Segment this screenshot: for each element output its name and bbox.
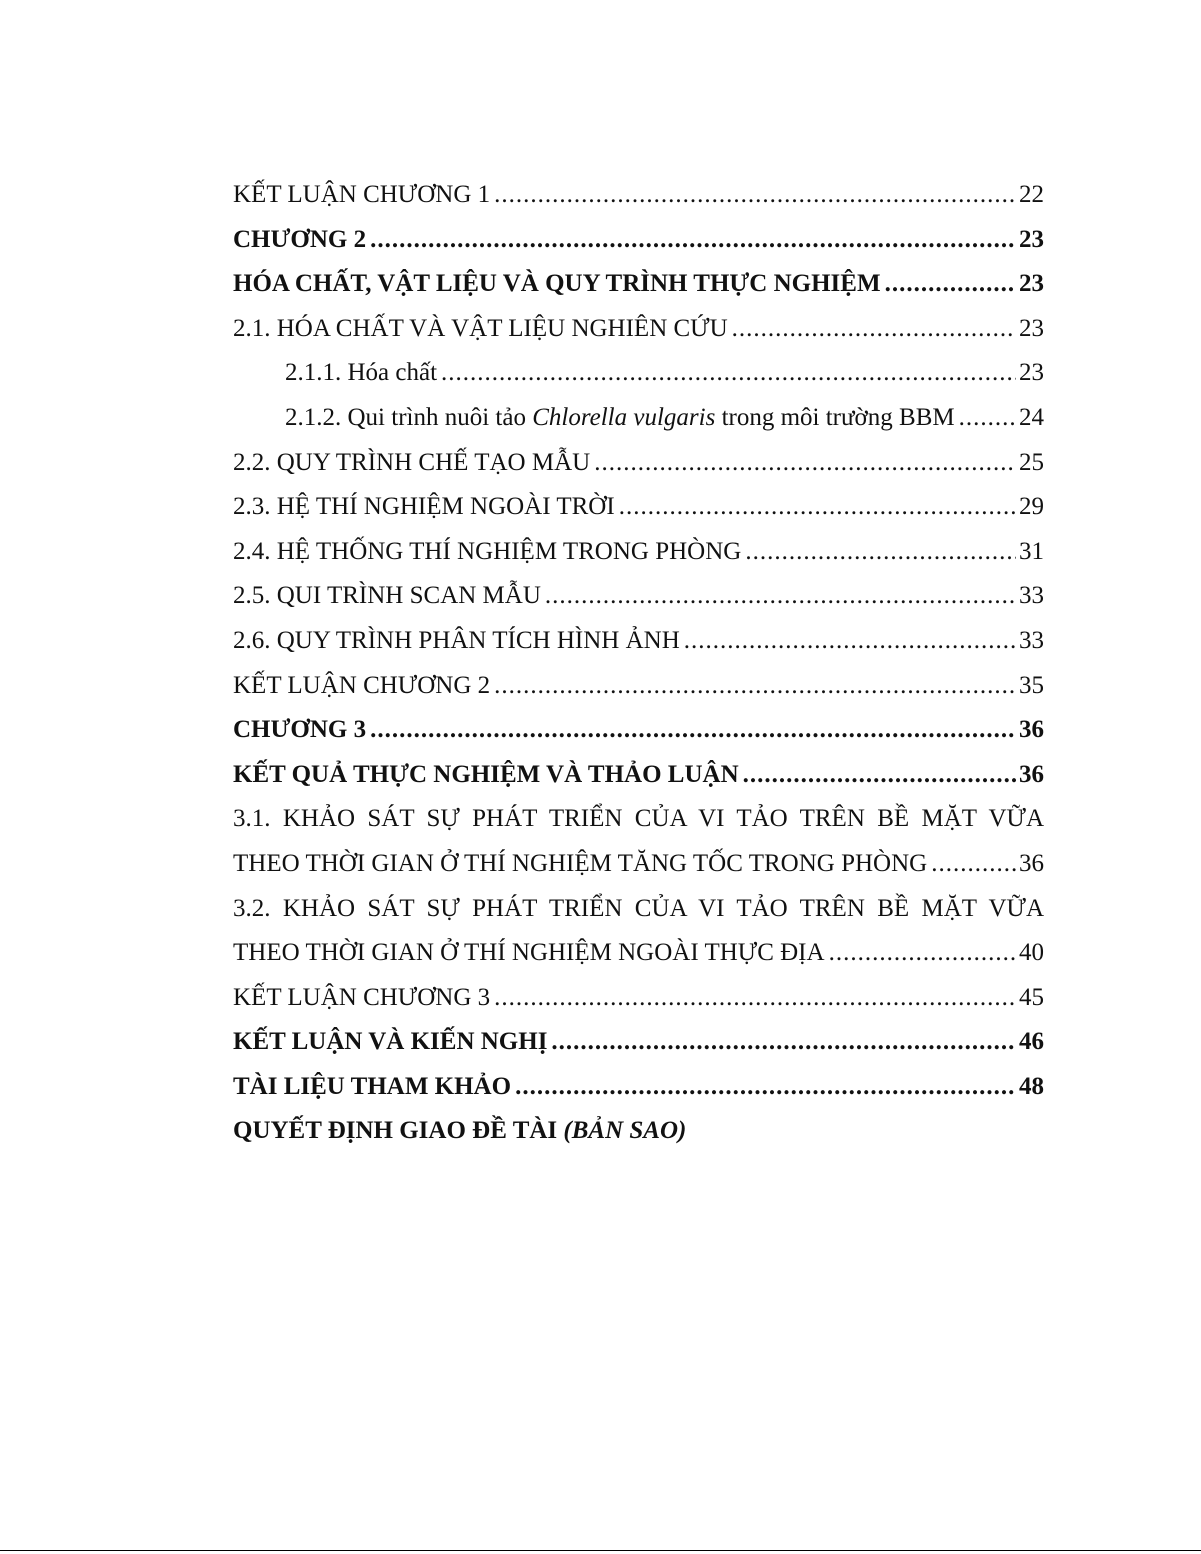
toc-entry — [233, 396, 1044, 441]
toc-entry — [233, 664, 1044, 709]
toc-leader-dots — [494, 976, 1016, 1021]
toc-entry-line1 — [233, 797, 1044, 842]
toc-page-number: 31 — [1019, 537, 1044, 565]
toc-page-number: 46 — [1019, 1028, 1044, 1056]
toc-entry — [233, 842, 1044, 887]
toc-entry-label: 2.1.1. Hóa chất — [285, 359, 438, 387]
toc-entry-label: 2.3. HỆ THÍ NGHIỆM NGOÀI TRỜI — [233, 493, 615, 521]
toc-leader-dots — [494, 173, 1016, 218]
toc-page-number: 45 — [1019, 983, 1044, 1011]
toc-page-number: 25 — [1019, 448, 1044, 476]
toc-leader-dots — [594, 441, 1016, 486]
toc-entry-label: CHƯƠNG 2 — [233, 225, 367, 253]
toc-leader-dots — [743, 753, 1016, 798]
toc-entry-label: 3.1. KHẢO SÁT SỰ PHÁT TRIỂN CỦA VI TẢO TRÊN BỀ MẶT VỮA — [233, 805, 1044, 833]
toc-entry — [233, 218, 1044, 263]
toc-entry — [233, 931, 1044, 976]
toc-entry-line1 — [233, 887, 1044, 932]
toc-entry — [233, 441, 1044, 486]
table-of-contents — [233, 173, 1044, 1154]
toc-leader-dots — [745, 530, 1016, 575]
toc-entry-label-italic: (BẢN SAO) — [563, 1117, 687, 1145]
toc-page-number: 24 — [1019, 403, 1044, 431]
toc-entry-label: HÓA CHẤT, VẬT LIỆU VÀ QUY TRÌNH THỰC NGHIỆM — [233, 270, 881, 298]
toc-entry — [233, 574, 1044, 619]
toc-leader-dots — [370, 708, 1016, 753]
toc-page-number: 29 — [1019, 493, 1044, 521]
toc-entry-label-pre: 2.1.2. Qui trình nuôi tảo — [285, 403, 533, 431]
toc-page-number: 36 — [1019, 716, 1044, 744]
toc-entry — [233, 976, 1044, 1021]
toc-entry — [233, 485, 1044, 530]
toc-page-number: 35 — [1019, 671, 1044, 699]
toc-leader-dots — [370, 218, 1016, 263]
toc-entry-label — [233, 1109, 686, 1154]
toc-entry — [233, 1020, 1044, 1065]
toc-leader-dots — [551, 1020, 1016, 1065]
toc-entry — [233, 753, 1044, 798]
toc-entry — [233, 708, 1044, 753]
toc-entry — [233, 1065, 1044, 1110]
toc-entry-label: KẾT QUẢ THỰC NGHIỆM VÀ THẢO LUẬN — [233, 760, 739, 788]
toc-leader-dots — [515, 1065, 1016, 1110]
toc-leader-dots — [931, 842, 1016, 887]
toc-entry — [233, 1109, 1044, 1154]
toc-entry — [233, 530, 1044, 575]
toc-entry-label: KẾT LUẬN CHƯƠNG 1 — [233, 181, 491, 208]
toc-leader-dots — [732, 307, 1016, 352]
toc-page-number: 23 — [1019, 314, 1044, 342]
toc-entry-label: KẾT LUẬN VÀ KIẾN NGHỊ — [233, 1028, 548, 1056]
toc-entry-label-italic: Chlorella vulgaris — [532, 403, 716, 431]
page-bottom-rule — [0, 1550, 1201, 1551]
toc-entry-label: 2.2. QUY TRÌNH CHẾ TẠO MẪU — [233, 448, 591, 476]
toc-page-number: 40 — [1019, 939, 1044, 967]
toc-leader-dots — [829, 931, 1016, 976]
toc-entry-label: THEO THỜI GIAN Ở THÍ NGHIỆM TĂNG TỐC TRONG PHÒNG — [233, 849, 928, 877]
toc-page-number: 33 — [1019, 626, 1044, 654]
toc-page-number: 36 — [1019, 760, 1044, 788]
toc-entry-label: 2.5. QUI TRÌNH SCAN MẪU — [233, 582, 541, 610]
toc-leader-dots — [494, 664, 1016, 709]
toc-entry-label: KẾT LUẬN CHƯƠNG 3 — [233, 983, 491, 1011]
toc-entry-label: KẾT LUẬN CHƯƠNG 2 — [233, 671, 491, 699]
toc-page-number: 33 — [1019, 582, 1044, 610]
toc-page-number: 22 — [1019, 181, 1044, 208]
toc-leader-dots — [619, 485, 1016, 530]
toc-leader-dots — [684, 619, 1016, 664]
toc-leader-dots — [441, 351, 1016, 396]
toc-entry-label: 2.1. HÓA CHẤT VÀ VẬT LIỆU NGHIÊN CỨU — [233, 314, 728, 342]
toc-entry — [233, 262, 1044, 307]
toc-entry-label: TÀI LIỆU THAM KHẢO — [233, 1072, 512, 1100]
toc-page-number: 48 — [1019, 1072, 1044, 1100]
toc-leader-dots — [545, 574, 1016, 619]
toc-entry — [233, 173, 1044, 218]
toc-entry-label: THEO THỜI GIAN Ở THÍ NGHIỆM NGOÀI THỰC ĐỊA — [233, 939, 825, 967]
toc-entry-label: CHƯƠNG 3 — [233, 716, 367, 744]
toc-entry-label: 2.6. QUY TRÌNH PHÂN TÍCH HÌNH ẢNH — [233, 626, 680, 654]
toc-entry-label-pre: QUYẾT ĐỊNH GIAO ĐỀ TÀI — [233, 1117, 564, 1145]
toc-entry — [233, 351, 1044, 396]
toc-leader-dots — [959, 396, 1016, 441]
toc-entry — [233, 307, 1044, 352]
toc-leader-dots — [885, 262, 1016, 307]
toc-entry-label: 2.4. HỆ THỐNG THÍ NGHIỆM TRONG PHÒNG — [233, 537, 742, 565]
toc-page-number: 36 — [1019, 849, 1044, 877]
toc-entry-label — [285, 396, 955, 441]
toc-entry — [233, 619, 1044, 664]
toc-page-number: 23 — [1019, 270, 1044, 298]
toc-entry-label-post: trong môi trường BBM — [715, 403, 955, 431]
toc-page-number: 23 — [1019, 359, 1044, 387]
toc-entry-label: 3.2. KHẢO SÁT SỰ PHÁT TRIỂN CỦA VI TẢO TRÊN BỀ MẶT VỮA — [233, 894, 1044, 922]
toc-page-number: 23 — [1019, 225, 1044, 253]
